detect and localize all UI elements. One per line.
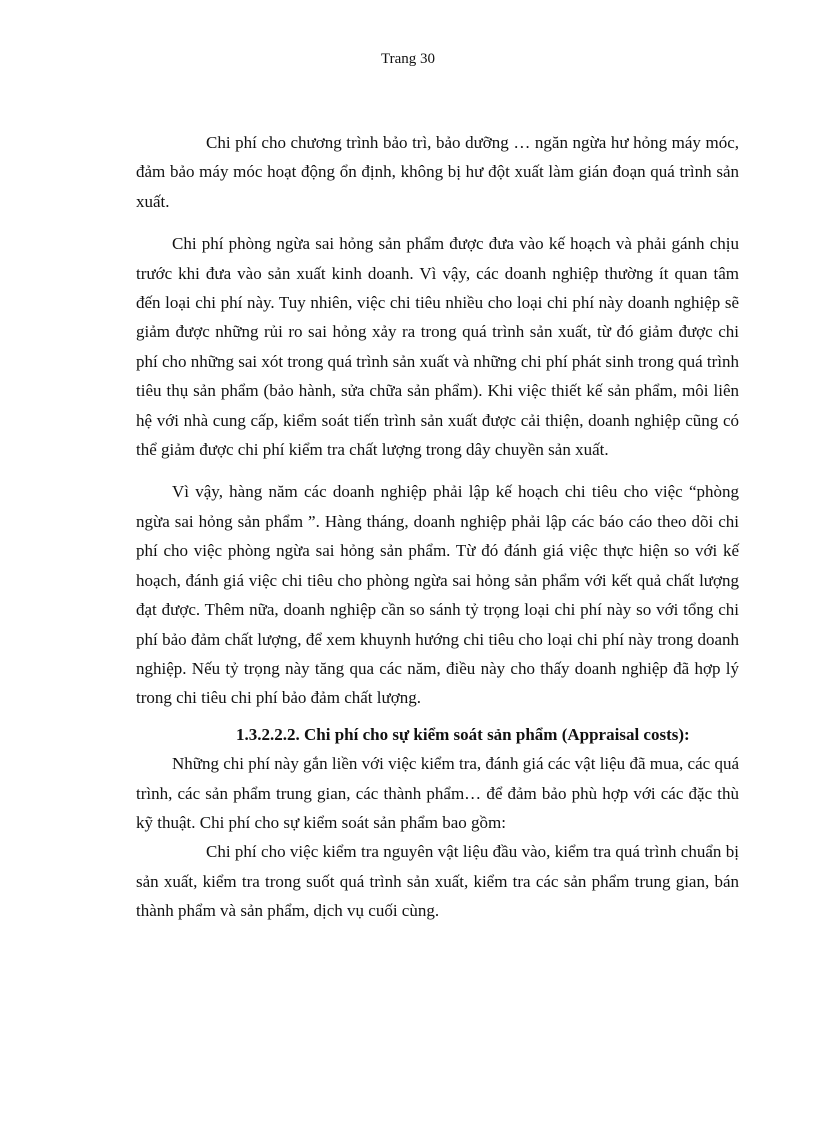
document-body — [136, 128, 739, 926]
paragraph-inspection-costs: Chi phí cho việc kiểm tra nguyên vật liệu đầu vào, kiểm tra quá trình chuẩn bị sản xuất, kiểm tra trong suốt quá trình sản xuất, kiểm tra các sản phẩm trung gian, bán thành phẩm và sản phẩm, dịch vụ cuối cùng. — [136, 842, 739, 921]
paragraph-maintenance-costs: Chi phí cho chương trình bảo trì, bảo dưỡng … ngăn ngừa hư hỏng máy móc, đảm bảo máy móc hoạt động ổn định, không bị hư đột xuất làm gián đoạn quá trình sản xuất. — [136, 133, 739, 211]
paragraph-planning: Vì vậy, hàng năm các doanh nghiệp phải lập kế hoạch chi tiêu cho việc “phòng ngừa sai hỏng sản phẩm ”. Hàng tháng, doanh nghiệp phải lập các báo cáo theo dõi chi phí cho việc phòng ngừa sai hỏng sản phẩm. Từ đó đánh giá việc thực hiện so với kế hoạch, đánh giá việc chi tiêu cho phòng ngừa sai hỏng sản phẩm với kết quả chất lượng đạt được. Thêm nữa, doanh nghiệp cần so sánh tỷ trọng loại chi phí này so với tổng chi phí bảo đảm chất lượng, để xem khuynh hướng chi tiêu cho loại chi phí này trong doanh nghiệp. Nếu tỷ trọng này tăng qua các năm, điều này cho thấy doanh nghiệp đã hợp lý trong chi tiêu chi phí bảo đảm chất lượng. — [136, 482, 739, 708]
section-heading-appraisal-costs: 1.3.2.2.2. Chi phí cho sự kiểm soát sản phẩm (Appraisal costs): — [236, 724, 690, 744]
page-number-header: Trang 30 — [380, 51, 436, 67]
paragraph-appraisal-intro: Những chi phí này gắn liền với việc kiểm tra, đánh giá các vật liệu đã mua, các quá trình, các sản phẩm trung gian, các thành phẩm… để đảm bảo phù hợp với các đặc thù kỹ thuật. Chi phí cho sự kiểm soát sản phẩm bao gồm: — [136, 754, 739, 832]
paragraph-prevention-costs: Chi phí phòng ngừa sai hỏng sản phẩm được đưa vào kế hoạch và phải gánh chịu trước khi đưa vào sản xuất kinh doanh. Vì vậy, các doanh nghiệp thường ít quan tâm đến loại chi phí này. Tuy nhiên, việc chi tiêu nhiều cho loại chi phí này doanh nghiệp sẽ giảm được những rủi ro sai hỏng xảy ra trong quá trình sản xuất, từ đó giảm được chi phí cho những sai xót trong quá trình sản xuất và những chi phí phát sinh trong quá trình tiêu thụ sản phẩm (bảo hành, sửa chữa sản phẩm). Khi việc thiết kế sản phẩm, môi liên hệ với nhà cung cấp, kiểm soát tiến trình sản xuất được cải thiện, doanh nghiệp cũng có thể giảm được chi phí kiểm tra chất lượng trong dây chuyền sản xuất. — [136, 234, 739, 460]
